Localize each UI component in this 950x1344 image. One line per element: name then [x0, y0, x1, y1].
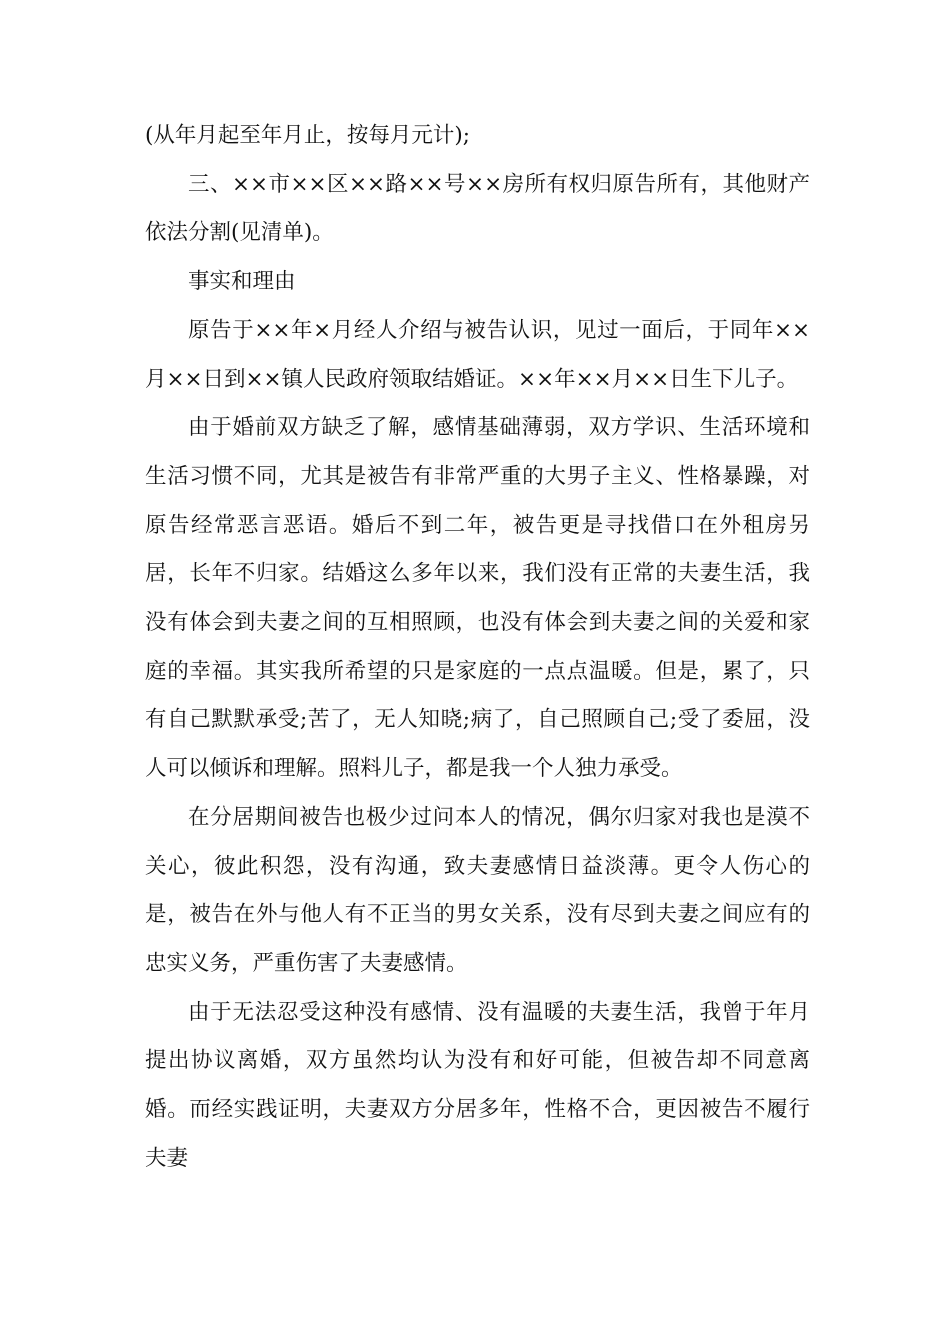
section-heading-facts-and-reasons: 事实和理由 — [188, 269, 296, 295]
paragraph-marriage-background: 原告于××年×月经人介绍与被告认识，见过一面后，于同年××月××日到××镇人民政府领取结婚证。××年××月××日生下儿子。 — [145, 317, 810, 392]
paragraph-divorce-attempt: 由于无法忍受这种没有感情、没有温暖的夫妻生活，我曾于年月提出协议离婚，双方虽然均认为没有和好可能，但被告却不同意离婚。而经实践证明，夫妻双方分居多年，性格不合，更因被告不履行夫妻 — [145, 999, 810, 1171]
paragraph-separation-period: 在分居期间被告也极少过问本人的情况，偶尔归家对我也是漠不关心，彼此积怨，没有沟通，致夫妻感情日益淡薄。更令人伤心的是，被告在外与他人有不正当的男女关系，没有尽到夫妻之间应有的忠实义务，严重伤害了夫妻感情。 — [145, 804, 810, 976]
paragraph-support-period: (从年月起至年月止，按每月元计); — [145, 123, 471, 148]
document-body — [145, 112, 810, 1183]
paragraph-relationship-problems: 由于婚前双方缺乏了解，感情基础薄弱，双方学识、生活环境和生活习惯不同，尤其是被告有非常严重的大男子主义、性格暴躁，对原告经常恶言恶语。婚后不到二年，被告更是寻找借口在外租房另居，长年不归家。结婚这么多年以来，我们没有正常的夫妻生活，我没有体会到夫妻之间的互相照顾，也没有体会到夫妻之间的关爱和家庭的幸福。其实我所希望的只是家庭的一点点温暖。但是，累了，只有自己默默承受;苦了，无人知晓;病了，自己照顾自己;受了委屈，没人可以倾诉和理解。照料儿子，都是我一个人独力承受。 — [145, 415, 810, 782]
paragraph-property-claim: 三、××市××区××路××号××房所有权归原告所有，其他财产依法分割(见清单)。 — [145, 171, 810, 246]
